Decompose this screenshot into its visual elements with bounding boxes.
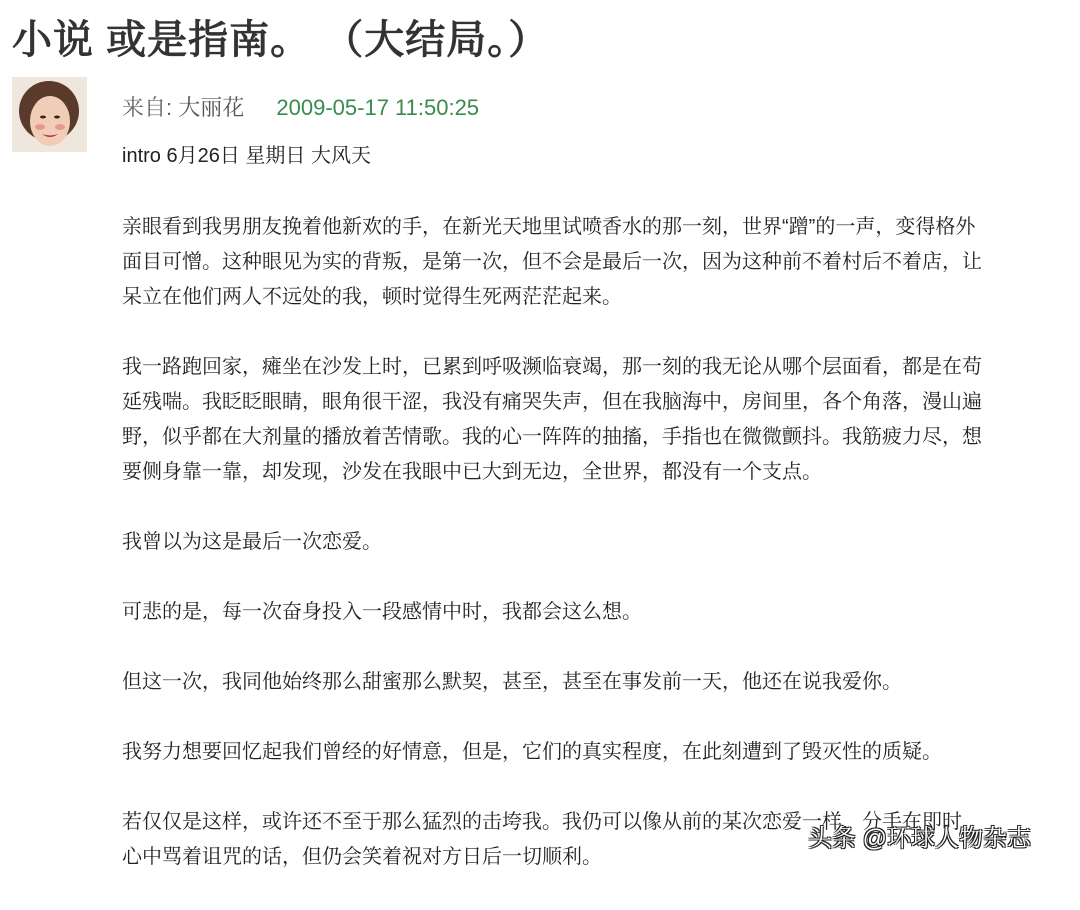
paragraph-line: 但这一次，我同他始终那么甜蜜那么默契，甚至，甚至在事发前一天，他还在说我爱你。 [122, 671, 902, 693]
post-intro: intro 6月26日 星期日 大风天 [122, 145, 371, 167]
paragraph-line: 面目可憎。这种眼见为实的背叛，是第一次，但不会是最后一次，因为这种前不着村后不着店，让 [122, 251, 982, 273]
paragraph-line: 心中骂着诅咒的话，但仍会笑着祝对方日后一切顺利。 [122, 846, 602, 868]
author-avatar[interactable] [12, 77, 87, 152]
avatar-portrait-icon [12, 77, 87, 152]
paragraph [122, 210, 1072, 315]
paragraph-line: 我努力想要回忆起我们曾经的好情意，但是，它们的真实程度，在此刻遭到了毁灭性的质疑。 [122, 741, 942, 763]
paragraph-line: 若仅仅是这样，或许还不至于那么猛烈的击垮我。我仍可以像从前的某次恋爱一样，分手在即时， [122, 811, 982, 833]
paragraph-line: 可悲的是，每一次奋身投入一段感情中时，我都会这么想。 [122, 601, 642, 623]
post-body [122, 210, 1072, 910]
paragraph-line: 要侧身靠一靠，却发现，沙发在我眼中已大到无边，全世界，都没有一个支点。 [122, 461, 822, 483]
paragraph [122, 350, 1072, 490]
paragraph [122, 665, 1072, 700]
watermark: 头条 @环球人物杂志 [808, 825, 1032, 852]
paragraph-line: 我一路跑回家，瘫坐在沙发上时，已累到呼吸濒临衰竭，那一刻的我无论从哪个层面看，都是在苟 [122, 356, 982, 378]
paragraph [122, 735, 1072, 770]
paragraph-line: 呆立在他们两人不远处的我，顿时觉得生死两茫茫起来。 [122, 286, 622, 308]
paragraph [122, 525, 1072, 560]
paragraph-line: 亲眼看到我男朋友挽着他新欢的手，在新光天地里试喷香水的那一刻，世界“蹭”的一声，变得格外 [122, 216, 976, 238]
page-title: 小说 或是指南。 （大结局。） [12, 18, 550, 62]
paragraph-line: 野，似乎都在大剂量的播放着苦情歌。我的心一阵阵的抽搐，手指也在微微颤抖。我筋疲力尽，想 [122, 426, 982, 448]
post-datetime: 2009-05-17 11:50:25 [276, 95, 480, 120]
paragraph-line: 我曾以为这是最后一次恋爱。 [122, 531, 382, 553]
paragraph-line: 延残喘。我眨眨眼睛，眼角很干涩，我没有痛哭失声，但在我脑海中，房间里，各个角落，漫山遍 [122, 391, 982, 413]
paragraph [122, 595, 1072, 630]
post-meta [122, 91, 479, 122]
from-label: 来自: [122, 95, 173, 120]
author-link[interactable]: 大丽花 [178, 95, 245, 120]
